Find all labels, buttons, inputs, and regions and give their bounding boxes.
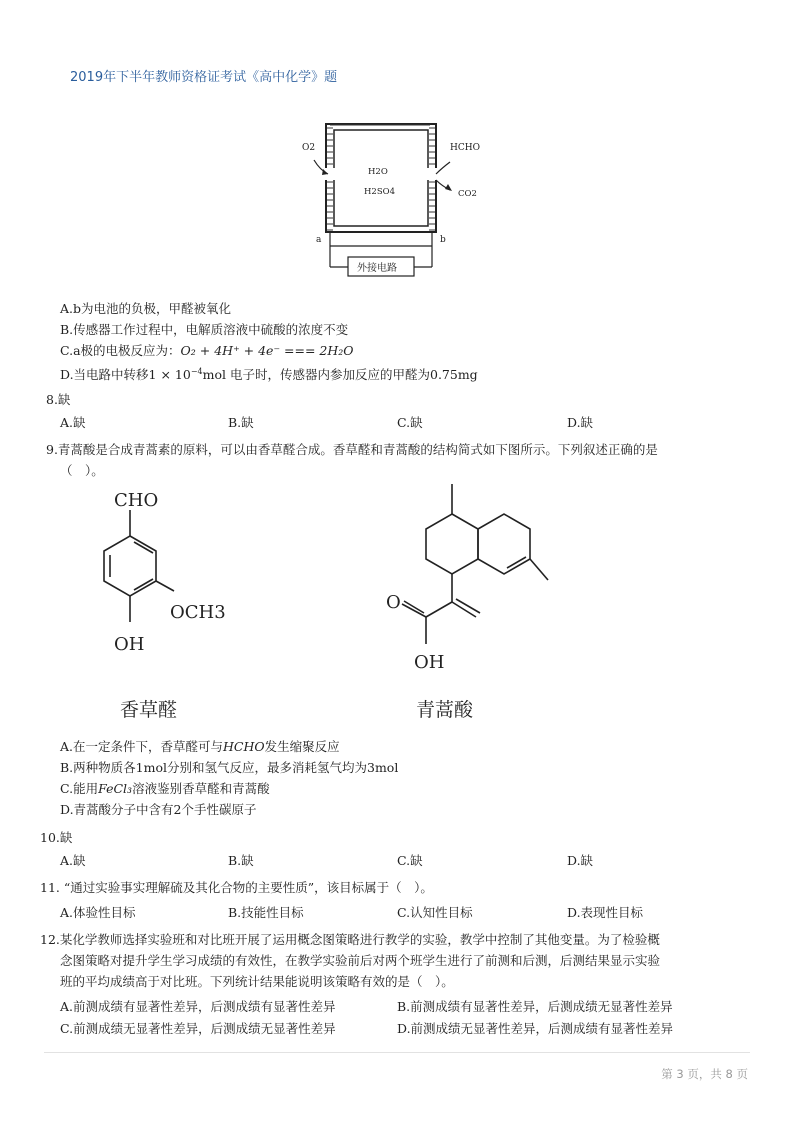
q8-option-d: D.缺 (567, 415, 594, 430)
artemisinic-acid-structure (380, 480, 580, 725)
page-header-title: 2019年下半年教师资格证考试《高中化学》题 (70, 70, 338, 85)
h2so4-label: H2SO4 (364, 187, 396, 197)
q11-option-a: A.体验性目标 (60, 905, 136, 920)
q7-option-c (60, 343, 354, 359)
vanillin-structure (70, 488, 260, 728)
q7-option-d-suffix: mol 电子时，传感器内参加反应的甲醛为0.75mg (202, 367, 478, 383)
q11-options (60, 905, 760, 921)
artemisinic-name: 青蒿酸 (416, 699, 474, 721)
artemisinic-oh-label: OH (414, 652, 445, 673)
q11-stem: 11. “通过实验事实理解硫及其化合物的主要性质”，该目标属于（ ）。 (40, 880, 433, 895)
q8-option-a: A.缺 (60, 415, 86, 430)
vanillin-cho-label: CHO (114, 490, 159, 511)
q11-option-d: D.表现性目标 (567, 905, 644, 920)
q9-option-a-formula: HCHO (223, 739, 265, 754)
q12-option-d: D.前测成绩无显著性差异，后测成绩有显著性差异 (397, 1021, 674, 1036)
q9-option-d: D.青蒿酸分子中含有2个手性碳原子 (60, 802, 257, 817)
q9-option-a-prefix: A.在一定条件下，香草醛可与 (60, 739, 224, 754)
q7-option-c-formula: O₂ + 4H⁺ + 4e⁻ === 2H₂O (180, 343, 354, 358)
q7-option-d (60, 364, 478, 383)
page-number: 第 3 页，共 8 页 (661, 1067, 748, 1081)
q7-option-c-text: C.a极的电极反应为： (60, 343, 181, 358)
external-circuit-label: 外接电路 (357, 263, 397, 274)
o2-label: O2 (302, 143, 316, 153)
q9-option-c-formula: FeCl₃ (98, 781, 133, 796)
q11-option-c: C.认知性目标 (397, 905, 473, 920)
q8-option-c: C.缺 (397, 415, 423, 430)
q7-option-d-exponent: −4 (190, 367, 203, 376)
q12-option-c: C.前测成绩无显著性差异，后测成绩无显著性差异 (60, 1021, 336, 1036)
q9-option-c-suffix: 溶液鉴别香草醛和青蒿酸 (132, 781, 270, 796)
q9-option-a-suffix: 发生缩聚反应 (264, 739, 340, 754)
fuel-cell-diagram (290, 118, 500, 288)
q9-option-b: B.两种物质各1mol分别和氢气反应，最多消耗氢气均为3mol (60, 760, 399, 775)
q10-option-c: C.缺 (397, 853, 423, 868)
q7-option-a: A.b为电池的负极，甲醛被氧化 (60, 301, 232, 316)
footer-divider (44, 1052, 750, 1053)
q9-option-c (60, 781, 270, 797)
vanillin-oh-label: OH (114, 634, 145, 655)
q9-stem-line2: （ ）。 (60, 463, 104, 478)
vanillin-name: 香草醛 (120, 699, 178, 721)
q10-option-b: B.缺 (228, 853, 254, 868)
electrode-a-label: a (316, 235, 322, 245)
q12-stem-line3: 班的平均成绩高于对比班。下列统计结果能说明该策略有效的是（ ）。 (60, 974, 454, 989)
q8-options (60, 415, 760, 431)
electrode-b-label: b (440, 235, 446, 245)
q12-option-a: A.前测成绩有显著性差异，后测成绩有显著性差异 (60, 999, 336, 1014)
q12-option-b: B.前测成绩有显著性差异，后测成绩无显著性差异 (397, 999, 673, 1014)
q11-option-b: B.技能性目标 (228, 905, 304, 920)
q10-option-d: D.缺 (567, 853, 594, 868)
co2-label: CO2 (458, 189, 477, 199)
q9-option-a (60, 739, 340, 755)
q10-options (60, 853, 760, 869)
q9-option-c-prefix: C.能用 (60, 781, 99, 796)
q8-option-b: B.缺 (228, 415, 254, 430)
q10-option-a: A.缺 (60, 853, 86, 868)
q9-stem-line1: 9.青蒿酸是合成青蒿素的原料，可以由香草醛合成。香草醛和青蒿酸的结构简式如下图所示。下列叙述正确的是 (46, 442, 658, 457)
q7-option-b: B.传感器工作过程中，电解质溶液中硫酸的浓度不变 (60, 322, 349, 337)
q12-stem-line2: 念图策略对提升学生学习成绩的有效性，在教学实验前后对两个班学生进行了前测和后测，后测结果显示实验 (60, 953, 661, 968)
vanillin-och3-label: OCH3 (170, 602, 226, 623)
q12-stem-line1: 12.某化学教师选择实验班和对比班开展了运用概念图策略进行教学的实验，教学中控制了其他变量。为了检验概 (40, 932, 660, 947)
q10-stem: 10.缺 (40, 830, 73, 845)
artemisinic-o-label: O (386, 592, 401, 613)
hcho-label: HCHO (450, 143, 480, 153)
q7-option-d-prefix: D.当电路中转移1 × 10 (60, 367, 191, 383)
h2o-label: H2O (368, 167, 388, 177)
q8-stem: 8.缺 (46, 392, 71, 407)
